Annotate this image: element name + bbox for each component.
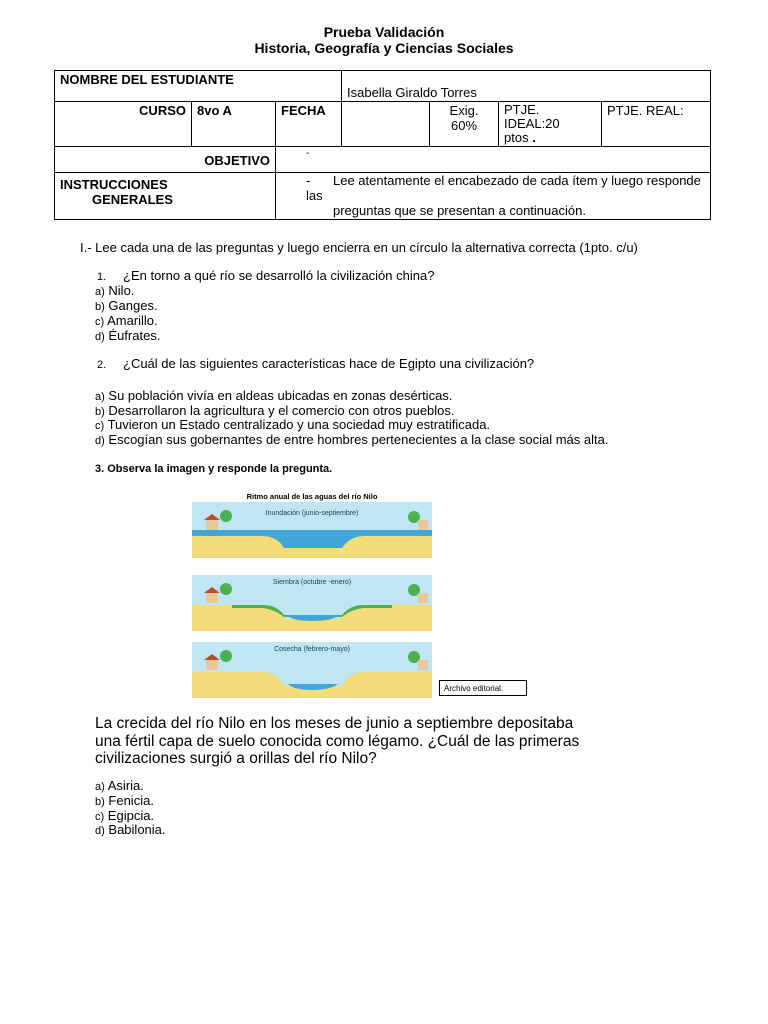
- date-label: FECHA: [276, 102, 342, 147]
- q2-option-d[interactable]: d) Escogían sus gobernantes de entre hombres pertenecientes a la clase social más alta.: [95, 432, 609, 447]
- student-info-table: [54, 70, 711, 220]
- ideal-score-cell: [499, 102, 602, 147]
- q1-option-c[interactable]: c) Amarillo.: [95, 313, 158, 328]
- question-1: [97, 268, 434, 285]
- objective-value: -: [276, 147, 711, 173]
- q3-option-d[interactable]: d) Babilonia.: [95, 822, 166, 837]
- q2-option-a[interactable]: a) Su población vivía en aldeas ubicadas en zonas desérticas.: [95, 388, 453, 403]
- figure-title: Ritmo anual de las aguas del río Nilo: [246, 492, 378, 501]
- question-3-prompt-line1: La crecida del río Nilo en los meses de junio a septiembre depositaba: [95, 715, 574, 732]
- question-1-number: 1.: [97, 271, 107, 283]
- q1-option-a[interactable]: a) Nilo.: [95, 283, 135, 298]
- figure-credit: Archivo editorial.: [439, 680, 527, 696]
- panel-sowing: [192, 575, 432, 631]
- instructions-dash: -: [306, 173, 311, 188]
- objective-label: OBJETIVO: [55, 147, 276, 173]
- section-intro: I.- Lee cada una de las preguntas y luego encierra en un círculo la alternativa correcta (1pto. c/u): [80, 240, 638, 255]
- q3-option-a[interactable]: a) Asiria.: [95, 778, 144, 793]
- question-3-text: Observa la imagen y responde la pregunta.: [107, 463, 333, 475]
- panel-flood: [192, 502, 432, 558]
- exigency-cell: [430, 102, 499, 147]
- question-3: [95, 462, 332, 477]
- q1-option-b[interactable]: b) Ganges.: [95, 298, 158, 313]
- question-3-prompt-line3: civilizaciones surgió a orillas del río Nilo?: [95, 750, 377, 767]
- exigency-value: 60%: [450, 118, 478, 133]
- instructions-value-cell: [276, 173, 711, 220]
- nile-figure: [192, 487, 432, 699]
- exigency-label: Exig.: [449, 103, 479, 118]
- date-value: [342, 102, 430, 147]
- q3-option-c[interactable]: c) Egipcia.: [95, 808, 155, 823]
- question-2: [97, 356, 534, 373]
- instructions-label-line1: INSTRUCCIONES: [60, 177, 168, 192]
- real-score-label: PTJE. REAL:: [602, 102, 711, 147]
- q3-option-b[interactable]: b) Fenicia.: [95, 793, 154, 808]
- document-subtitle: Historia, Geografía y Ciencias Sociales: [254, 40, 514, 56]
- instructions-label-line2: GENERALES: [92, 192, 173, 207]
- panel-harvest: [192, 642, 432, 698]
- student-name-value: Isabella Giraldo Torres: [342, 71, 711, 102]
- q1-option-d[interactable]: d) Éufrates.: [95, 328, 161, 343]
- question-2-number: 2.: [97, 359, 107, 371]
- instructions-label-cell: [55, 173, 276, 220]
- panel-sowing-label: Siembra (octubre -enero): [272, 579, 352, 586]
- student-name-label: NOMBRE DEL ESTUDIANTE: [55, 71, 342, 102]
- ideal-score-unit: ptos: [504, 130, 529, 145]
- question-3-number: 3.: [95, 463, 105, 475]
- instructions-line2: preguntas que se presentan a continuación.: [333, 203, 586, 218]
- question-2-text: ¿Cuál de las siguientes características hace de Egipto una civilización?: [123, 356, 535, 371]
- document-title: Prueba Validación: [323, 24, 445, 40]
- course-label: CURSO: [55, 102, 192, 147]
- ideal-score-value: IDEAL:20: [504, 116, 560, 131]
- instructions-line1: Lee atentamente el encabezado de cada ítem y luego responde las: [306, 173, 701, 203]
- q2-option-b[interactable]: b) Desarrollaron la agricultura y el comercio con otros pueblos.: [95, 403, 455, 418]
- question-3-prompt-line2: una fértil capa de suelo conocida como légamo. ¿Cuál de las primeras: [95, 732, 580, 750]
- course-value: 8vo A: [192, 102, 276, 147]
- question-1-text: ¿En torno a qué río se desarrolló la civilización china?: [123, 268, 435, 283]
- ideal-score-dot: .: [532, 130, 536, 145]
- question-3-prompt: [95, 715, 655, 768]
- panel-flood-label: Inundación (junio-septiembre): [265, 510, 359, 517]
- ideal-score-label: PTJE.: [504, 102, 540, 117]
- q2-option-c[interactable]: c) Tuvieron un Estado centralizado y una sociedad muy estratificada.: [95, 417, 491, 432]
- panel-harvest-label: Cosecha (febrero-mayo): [274, 646, 350, 653]
